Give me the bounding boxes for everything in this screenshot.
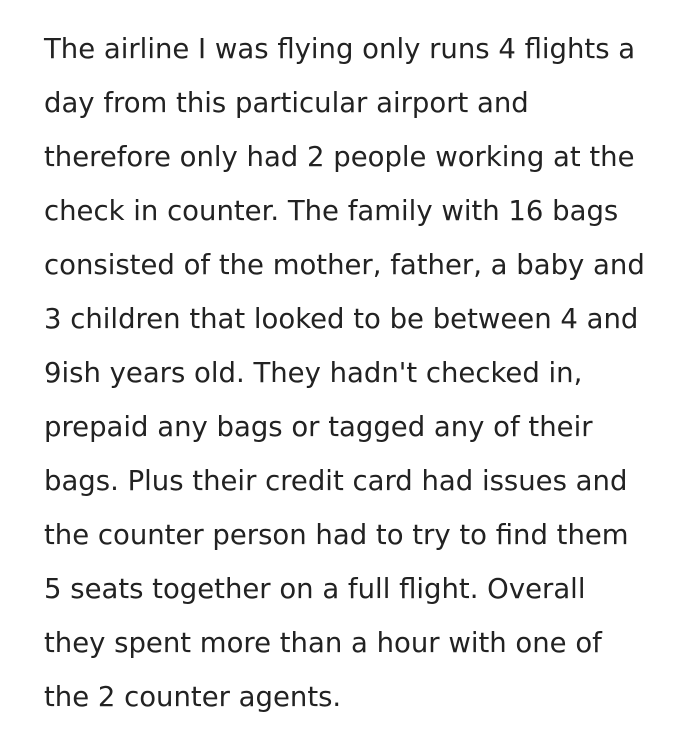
- paragraph-line: day from this particular airport and: [44, 87, 529, 119]
- paragraph-line: 3 children that looked to be between 4 and: [44, 303, 639, 335]
- paragraph-line: prepaid any bags or tagged any of their: [44, 411, 593, 443]
- paragraph-line: the 2 counter agents.: [44, 681, 342, 713]
- paragraph-line: 5 seats together on a full flight. Overall: [44, 573, 586, 605]
- paragraph-line: they spent more than a hour with one of: [44, 627, 602, 659]
- story-paragraph: [44, 22, 680, 724]
- paragraph-line: therefore only had 2 people working at the: [44, 141, 635, 173]
- paragraph-line: bags. Plus their credit card had issues and: [44, 465, 628, 497]
- paragraph-line: check in counter. The family with 16 bags: [44, 195, 619, 227]
- paragraph-line: consisted of the mother, father, a baby and: [44, 249, 645, 281]
- paragraph-line: The airline I was flying only runs 4 flights a: [44, 33, 636, 65]
- paragraph-line: the counter person had to try to find them: [44, 519, 629, 551]
- paragraph-line: 9ish years old. They hadn't checked in,: [44, 357, 583, 389]
